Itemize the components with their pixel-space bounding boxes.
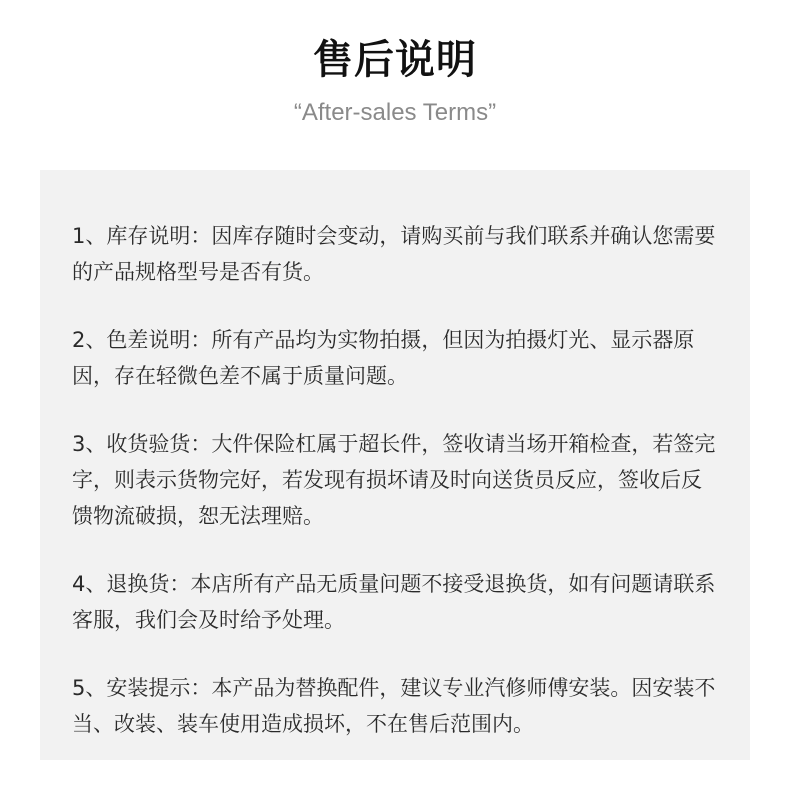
terms-panel [40, 170, 750, 760]
terms-list [72, 218, 722, 774]
term-item-returns-exchanges: 4、退换货：本店所有产品无质量问题不接受退换货，如有问题请联系客服，我们会及时给予处理。 [72, 572, 716, 632]
term-item-receipt-inspection: 3、收货验货：大件保险杠属于超长件，签收请当场开箱检查，若签完字，则表示货物完好，若发现有损坏请及时向送货员反应，签收后反馈物流破损，恕无法理赔。 [72, 432, 716, 528]
term-item-installation: 5、安装提示：本产品为替换配件，建议专业汽修师傅安装。因安装不当、改装、装车使用造成损坏，不在售后范围内。 [72, 676, 716, 736]
page-subtitle: “After-sales Terms” [293, 99, 497, 126]
term-item-stock: 1、库存说明：因库存随时会变动，请购买前与我们联系并确认您需要的产品规格型号是否有货。 [72, 224, 716, 284]
term-item-color-difference: 2、色差说明：所有产品均为实物拍摄，但因为拍摄灯光、显示器原因，存在轻微色差不属于质量问题。 [72, 328, 695, 388]
page-title: 售后说明 [313, 37, 477, 83]
